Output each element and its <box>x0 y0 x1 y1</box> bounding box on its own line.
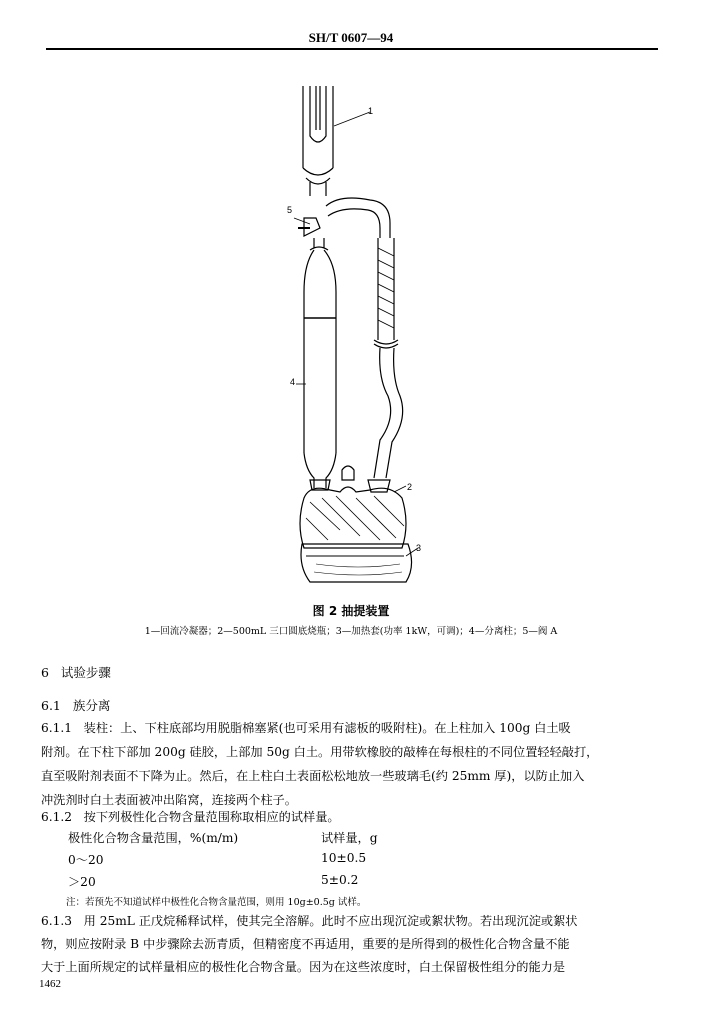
paragraph-6-1-1-line-1: 6.1.1 装柱：上、下柱底部均用脱脂棉塞紧(也可采用有滤板的吸附柱)。在上柱加入 100g 白土吸 <box>41 721 571 735</box>
heating-jacket <box>378 238 394 340</box>
condenser-inner-coil <box>310 86 326 142</box>
separation-column <box>304 250 336 453</box>
figure-label-1: 1 <box>368 106 374 116</box>
subsection-heading <box>41 696 110 714</box>
table-note: 注：若预先不知道试样中极性化合物含量范围，则用 10g±0.5g 试样。 <box>66 897 367 908</box>
paragraph-6-1-3-line-3: 大于上面所规定的试样量相应的极性化合物含量。因为在这些浓度时，白土保留极性组分的能力是 <box>41 960 566 974</box>
column-taper <box>304 453 336 488</box>
header-rule <box>46 48 658 50</box>
heating-mantle <box>301 544 412 582</box>
flask-neck-center <box>342 466 354 480</box>
clause-number: 6.1.1 <box>41 721 73 735</box>
figure-title: 图 2 抽提装置 <box>312 604 390 618</box>
paragraph-6-1-2: 6.1.2 按下列极性化合物含量范围称取相应的试样量。 <box>41 810 340 824</box>
table-cell: 0～20 <box>68 853 104 867</box>
return-tube <box>374 348 403 478</box>
running-header: SH/T 0607—94 <box>308 30 394 45</box>
paragraph-6-1-1-line-4: 冲洗剂时白土表面被冲出陷窝，连接两个柱子。 <box>41 793 297 807</box>
table-header-amount: 试样量，g <box>321 831 378 845</box>
table-cell: 5±0.2 <box>321 873 359 887</box>
table-cell: 10±0.5 <box>321 851 367 865</box>
clause-number: 6.1.3 <box>41 914 73 928</box>
paragraph-6-1-3-line-1: 6.1.3 用 25mL 正戊烷稀释试样，使其完全溶解。此时不应出现沉淀或絮状物。若出现沉淀或絮状 <box>41 914 578 928</box>
paragraph-6-1-3-line-2: 物，则应按附录 B 中步骤除去沥青质，但精密度不再适用，重要的是所得到的极性化合物含量不能 <box>41 937 570 951</box>
subsection-title: 族分离 <box>72 698 111 713</box>
clause-number: 6.1.2 <box>41 810 73 824</box>
figure-label-3: 3 <box>416 543 422 553</box>
section-heading <box>41 663 111 681</box>
page-number: 1462 <box>39 978 61 990</box>
column-top <box>310 238 328 250</box>
condenser-outer-tube <box>303 86 333 168</box>
figure-legend: 1—回流冷凝器；2—500mL 三口圆底烧瓶；3—加热套(功率 1kW，可调)；4—分离柱；5—阀 A <box>144 626 558 637</box>
table-cell: ＞20 <box>68 875 96 889</box>
condenser-joint <box>303 168 333 184</box>
figure-label-5: 5 <box>287 205 293 215</box>
section-number: 6 <box>41 665 49 680</box>
section-title: 试验步骤 <box>60 665 111 680</box>
figure-label-2: 2 <box>407 482 413 492</box>
round-bottom-flask <box>300 487 406 548</box>
vapor-side-arm <box>326 198 390 238</box>
figure-label-4: 4 <box>290 377 296 387</box>
table-header-range: 极性化合物含量范围，%(m/m) <box>68 831 239 845</box>
paragraph-6-1-1-line-3: 直至吸附剂表面不下降为止。然后，在上柱白土表面松松地放一些玻璃毛(约 25mm 厚)，以防止加入 <box>41 769 585 783</box>
paragraph-6-1-1-line-2: 附剂。在下柱下部加 200g 硅胶，上部加 50g 白土。用带软橡胶的敲棒在每根柱的不同位置轻轻敲打， <box>41 745 599 759</box>
subsection-number: 6.1 <box>41 698 61 713</box>
extraction-apparatus-drawing <box>270 78 450 598</box>
